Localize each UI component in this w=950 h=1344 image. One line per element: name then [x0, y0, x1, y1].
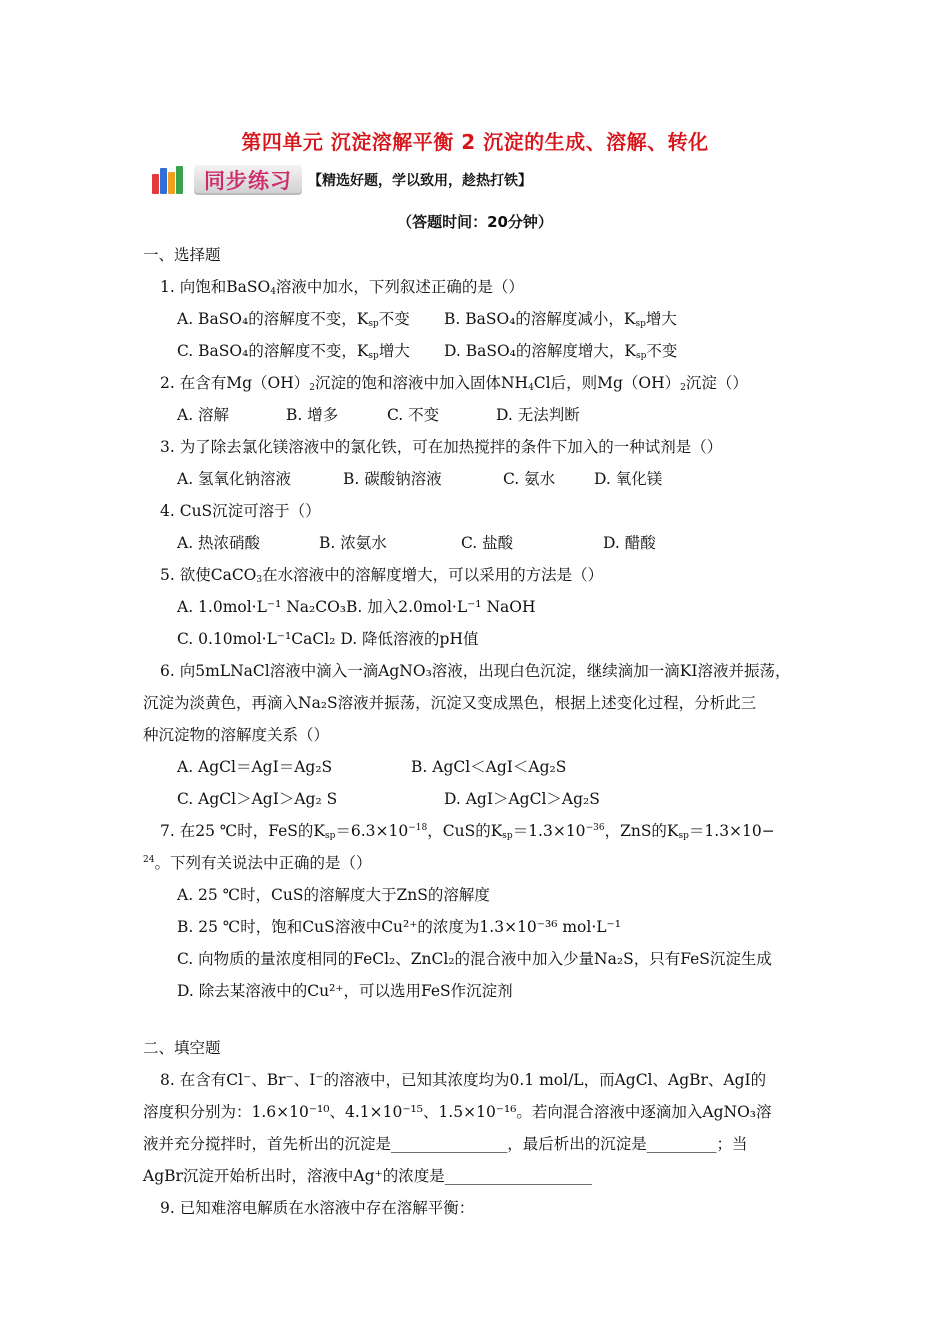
question-7-option-c: C. 向物质的量浓度相同的FeCl₂、ZnCl₂的混合液中加入少量Na₂S，只有FeS沉淀生成	[177, 950, 772, 968]
question-6-line-3: 种沉淀物的溶解度关系（）	[143, 726, 330, 744]
question-3-option-c: C. 氨水	[503, 470, 556, 488]
banner-label: 同步练习	[204, 169, 292, 193]
question-7-line-2: $^{24}$。下列有关说法中正确的是（）	[143, 854, 372, 872]
question-5-option-cd: C. 0.10mol·L⁻¹CaCl₂ D. 降低溶液的pH值	[177, 630, 479, 648]
question-4-option-a: A. 热浓硝酸	[177, 534, 261, 552]
question-6-line-1: 6. 向5mLNaCl溶液中滴入一滴AgNO₃溶液，出现白色沉淀，继续滴加一滴KI溶液并振荡，	[160, 662, 791, 680]
answer-time: （答题时间：20分钟）	[397, 213, 553, 231]
question-8-line-2: 溶度积分别为：1.6×10⁻¹⁰、4.1×10⁻¹⁵、1.5×10⁻¹⁶。若向混合溶液中逐滴加入AgNO₃溶	[143, 1103, 772, 1121]
question-8-line-4: AgBr沉淀开始析出时，溶液中Ag⁺的浓度是___________________	[143, 1167, 592, 1185]
question-1-option-d: D. BaSO₄的溶解度增大，$K_{sp}$不变	[444, 342, 678, 361]
question-1-stem: 1. 向饱和BaSO$_4$溶液中加水，下列叙述正确的是（）	[160, 278, 524, 297]
question-2-stem: 2. 在含有$Mg(OH)_2$沉淀的饱和溶液中加入固体$NH_4Cl$后，则$Mg(OH)_2$沉淀（）	[160, 374, 748, 393]
question-4-stem: 4. CuS沉淀可溶于（）	[160, 502, 321, 520]
banner-label-box	[194, 165, 302, 195]
question-2-option-c: C. 不变	[387, 406, 440, 424]
question-4-option-b: B. 浓氨水	[319, 534, 387, 552]
page-title: 第四单元 沉淀溶解平衡 2 沉淀的生成、溶解、转化	[241, 130, 709, 154]
question-1-option-b: B. BaSO₄的溶解度减小，$K_{sp}$增大	[444, 310, 677, 329]
question-7-line-1: 7. 在25 ℃时，FeS的$K_{sp}=6.3\times 10^{-18}$，CuS的$K_{sp}=1.3\times 10^{-36}$，ZnS的$K_{sp}=1.3\times 10-$	[160, 822, 775, 841]
question-1-option-c: C. BaSO₄的溶解度不变，$K_{sp}$增大	[177, 342, 410, 361]
question-6-option-d: D. AgI＞AgCl＞Ag₂S	[444, 790, 600, 808]
question-7-option-b: B. 25 ℃时，饱和CuS溶液中Cu²⁺的浓度为1.3×10⁻³⁶ mol·L⁻¹	[177, 918, 621, 936]
question-6-option-c: C. AgCl＞AgI＞Ag₂ S	[177, 790, 338, 808]
banner-tag: 【精选好题，学以致用，趁热打铁】	[308, 173, 532, 189]
question-2-option-a: A. 溶解	[177, 406, 230, 424]
question-5-stem: 5. 欲使CaCO$_3$在水溶液中的溶解度增大，可以采用的方法是（）	[160, 566, 604, 585]
question-1-option-a: A. BaSO₄的溶解度不变，$K_{sp}$不变	[177, 310, 410, 329]
question-8-line-3: 液并充分搅拌时，首先析出的沉淀是_______________，最后析出的沉淀是_________；当	[143, 1135, 748, 1153]
question-5-option-ab: A. 1.0mol·L⁻¹ Na₂CO₃B. 加入2.0mol·L⁻¹ NaOH	[177, 598, 536, 616]
question-4-option-d: D. 醋酸	[603, 534, 656, 552]
section-heading-fill: 二、填空题	[143, 1039, 221, 1057]
question-7-option-a: A. 25 ℃时，CuS的溶解度大于ZnS的溶解度	[177, 886, 490, 904]
question-4-option-c: C. 盐酸	[461, 534, 514, 552]
question-7-option-d: D. 除去某溶液中的Cu²⁺，可以选用FeS作沉淀剂	[177, 982, 513, 1000]
question-6-option-a: A. AgCl＝AgI＝Ag₂S	[177, 758, 333, 776]
question-8-line-1: 8. 在含有Cl⁻、Br⁻、I⁻的溶液中，已知其浓度均为0.1 mol/L，而AgCl、AgBr、AgI的	[160, 1071, 767, 1089]
question-3-stem: 3. 为了除去氯化镁溶液中的氯化铁，可在加热搅拌的条件下加入的一种试剂是（）	[160, 438, 723, 456]
question-2-option-b: B. 增多	[286, 406, 339, 424]
question-3-option-b: B. 碳酸钠溶液	[343, 470, 442, 488]
section-heading-choice: 一、选择题	[143, 246, 221, 264]
question-9-stem: 9. 已知难溶电解质在水溶液中存在溶解平衡：	[160, 1199, 475, 1217]
question-2-option-d: D. 无法判断	[496, 406, 580, 424]
question-6-option-b: B. AgCl＜AgI＜Ag₂S	[411, 758, 567, 776]
question-3-option-a: A. 氢氧化钠溶液	[177, 470, 292, 488]
question-6-line-2: 沉淀为淡黄色，再滴入Na₂S溶液并振荡，沉淀又变成黑色，根据上述变化过程，分析此三	[143, 694, 757, 712]
books-icon	[152, 166, 190, 194]
practice-banner	[152, 163, 532, 197]
question-3-option-d: D. 氧化镁	[594, 470, 663, 488]
